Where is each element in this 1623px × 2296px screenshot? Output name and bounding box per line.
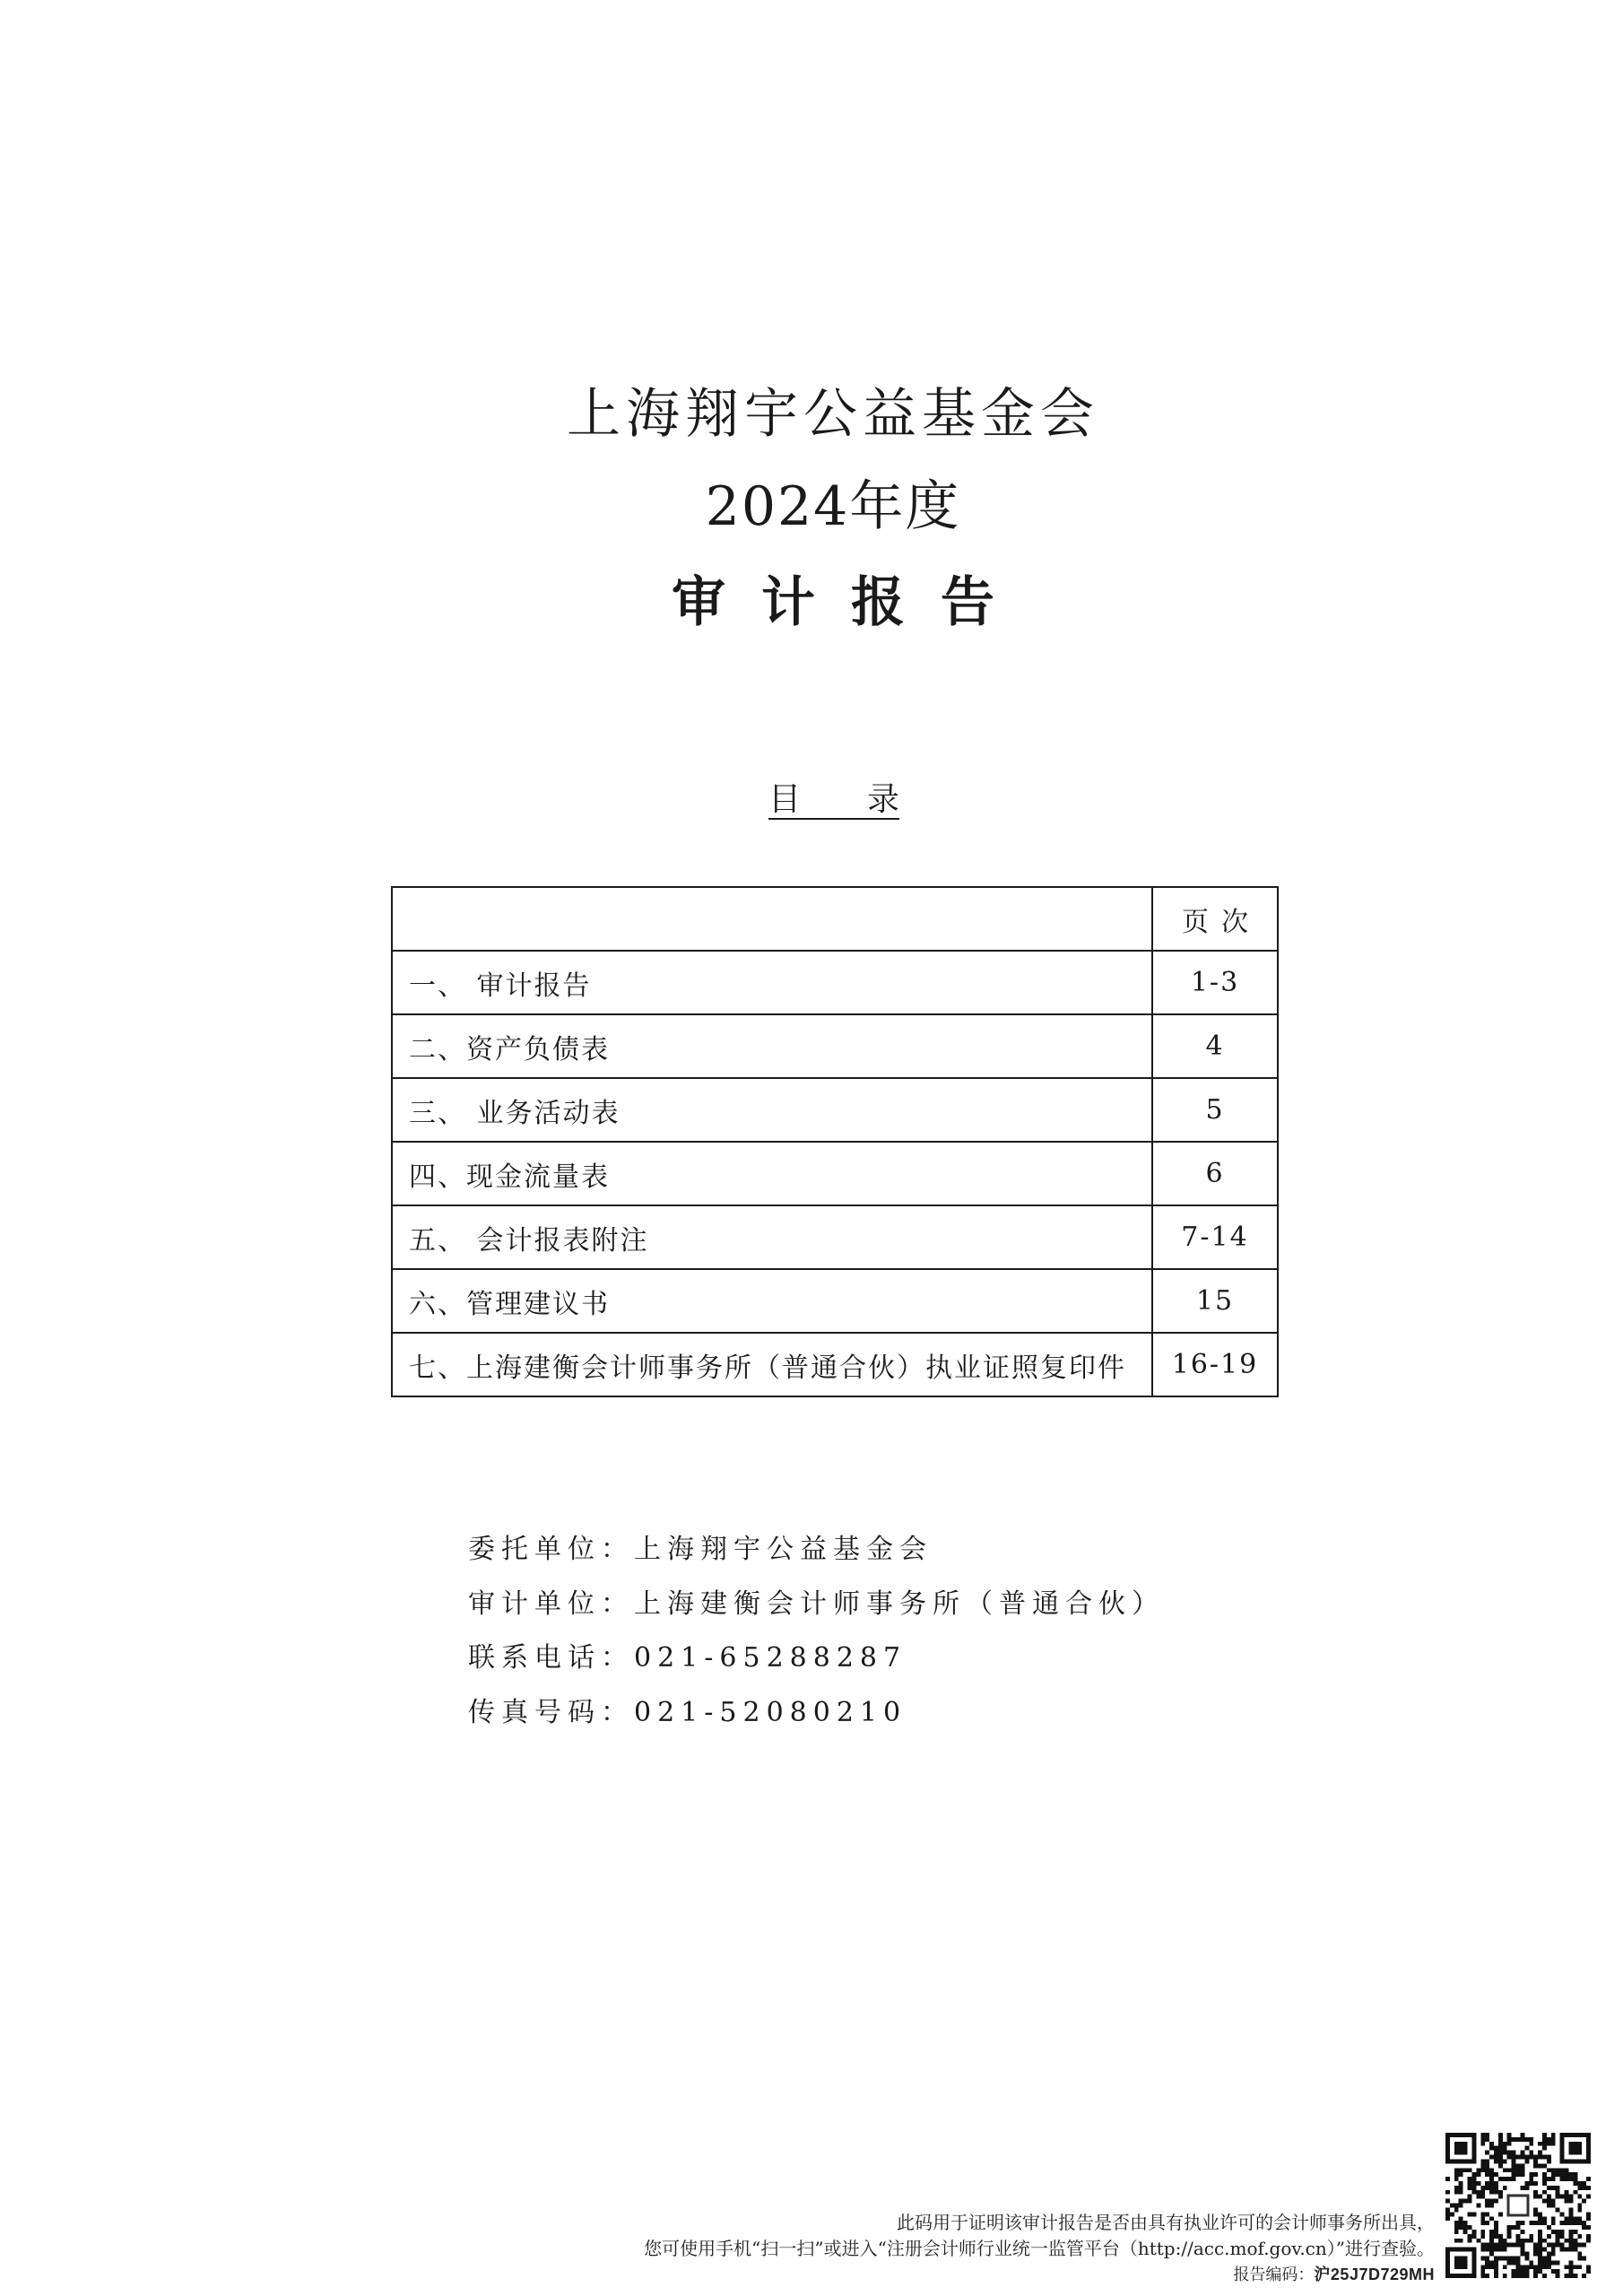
organization-title: 上海翔宇公益基金会 — [567, 383, 1099, 446]
toc-row — [392, 1333, 1278, 1396]
toc-row — [392, 1078, 1278, 1142]
client-name: 上海翔宇公益基金会 — [634, 1534, 933, 1565]
report-code-line: 报告编码：沪25J7D729MH — [1233, 2266, 1435, 2284]
toc-row — [392, 1205, 1278, 1269]
auditor-name: 上海建衡会计师事务所（普通合伙） — [634, 1587, 1165, 1620]
toc-row — [392, 1014, 1278, 1078]
verification-line-1: 此码用于证明该审计报告是否由具有执业许可的会计师事务所出具， — [897, 2212, 1435, 2233]
table-of-contents — [391, 886, 1279, 1397]
toc-item-pages: 6 — [1152, 1142, 1278, 1205]
toc-item-label: 四、现金流量表 — [392, 1142, 1152, 1205]
toc-item-pages: 15 — [1152, 1269, 1278, 1333]
fax-line: 传真号码：021-52080210 — [468, 1696, 907, 1728]
report-code: 沪25J7D729MH — [1314, 2266, 1435, 2283]
verification-qr-code[interactable] — [1445, 2133, 1591, 2278]
phone-number: 021-65288287 — [634, 1642, 907, 1674]
toc-item-label: 五、 会计报表附注 — [392, 1205, 1152, 1269]
client-line: 委托单位：上海翔宇公益基金会 — [468, 1534, 933, 1565]
toc-item-label: 三、 业务活动表 — [392, 1078, 1152, 1142]
toc-item-pages: 4 — [1152, 1014, 1278, 1078]
table-of-contents-heading: 目录 — [768, 781, 967, 818]
phone-line: 联系电话：021-65288287 — [468, 1642, 907, 1674]
report-year: 2024年度 — [705, 475, 961, 538]
toc-item-pages: 5 — [1152, 1078, 1278, 1142]
toc-item-pages: 16-19 — [1152, 1333, 1278, 1396]
verification-notice — [448, 2210, 1435, 2288]
toc-header-row — [392, 887, 1278, 951]
toc-page-header: 页次 — [1152, 887, 1278, 951]
toc-item-label: 二、资产负债表 — [392, 1014, 1152, 1078]
verification-line-2: 您可使用手机“扫一扫”或进入“注册会计师行业统一监管平台（http://acc.mof.gov.cn）”进行查验。 — [644, 2238, 1435, 2259]
toc-row — [392, 1269, 1278, 1333]
contact-info-block — [468, 1523, 1365, 1740]
toc-item-label: 七、上海建衡会计师事务所（普通合伙）执业证照复印件 — [392, 1333, 1152, 1396]
toc-row — [392, 951, 1278, 1014]
toc-header-blank — [392, 887, 1152, 951]
auditor-line: 审计单位：上海建衡会计师事务所（普通合伙） — [468, 1587, 1165, 1620]
fax-number: 021-52080210 — [634, 1696, 907, 1728]
toc-item-pages: 1-3 — [1152, 951, 1278, 1014]
toc-row — [392, 1142, 1278, 1205]
toc-item-label: 一、 审计报告 — [392, 951, 1152, 1014]
report-type-title: 审计报告 — [672, 571, 1030, 634]
toc-item-label: 六、管理建议书 — [392, 1269, 1152, 1333]
toc-item-pages: 7-14 — [1152, 1205, 1278, 1269]
